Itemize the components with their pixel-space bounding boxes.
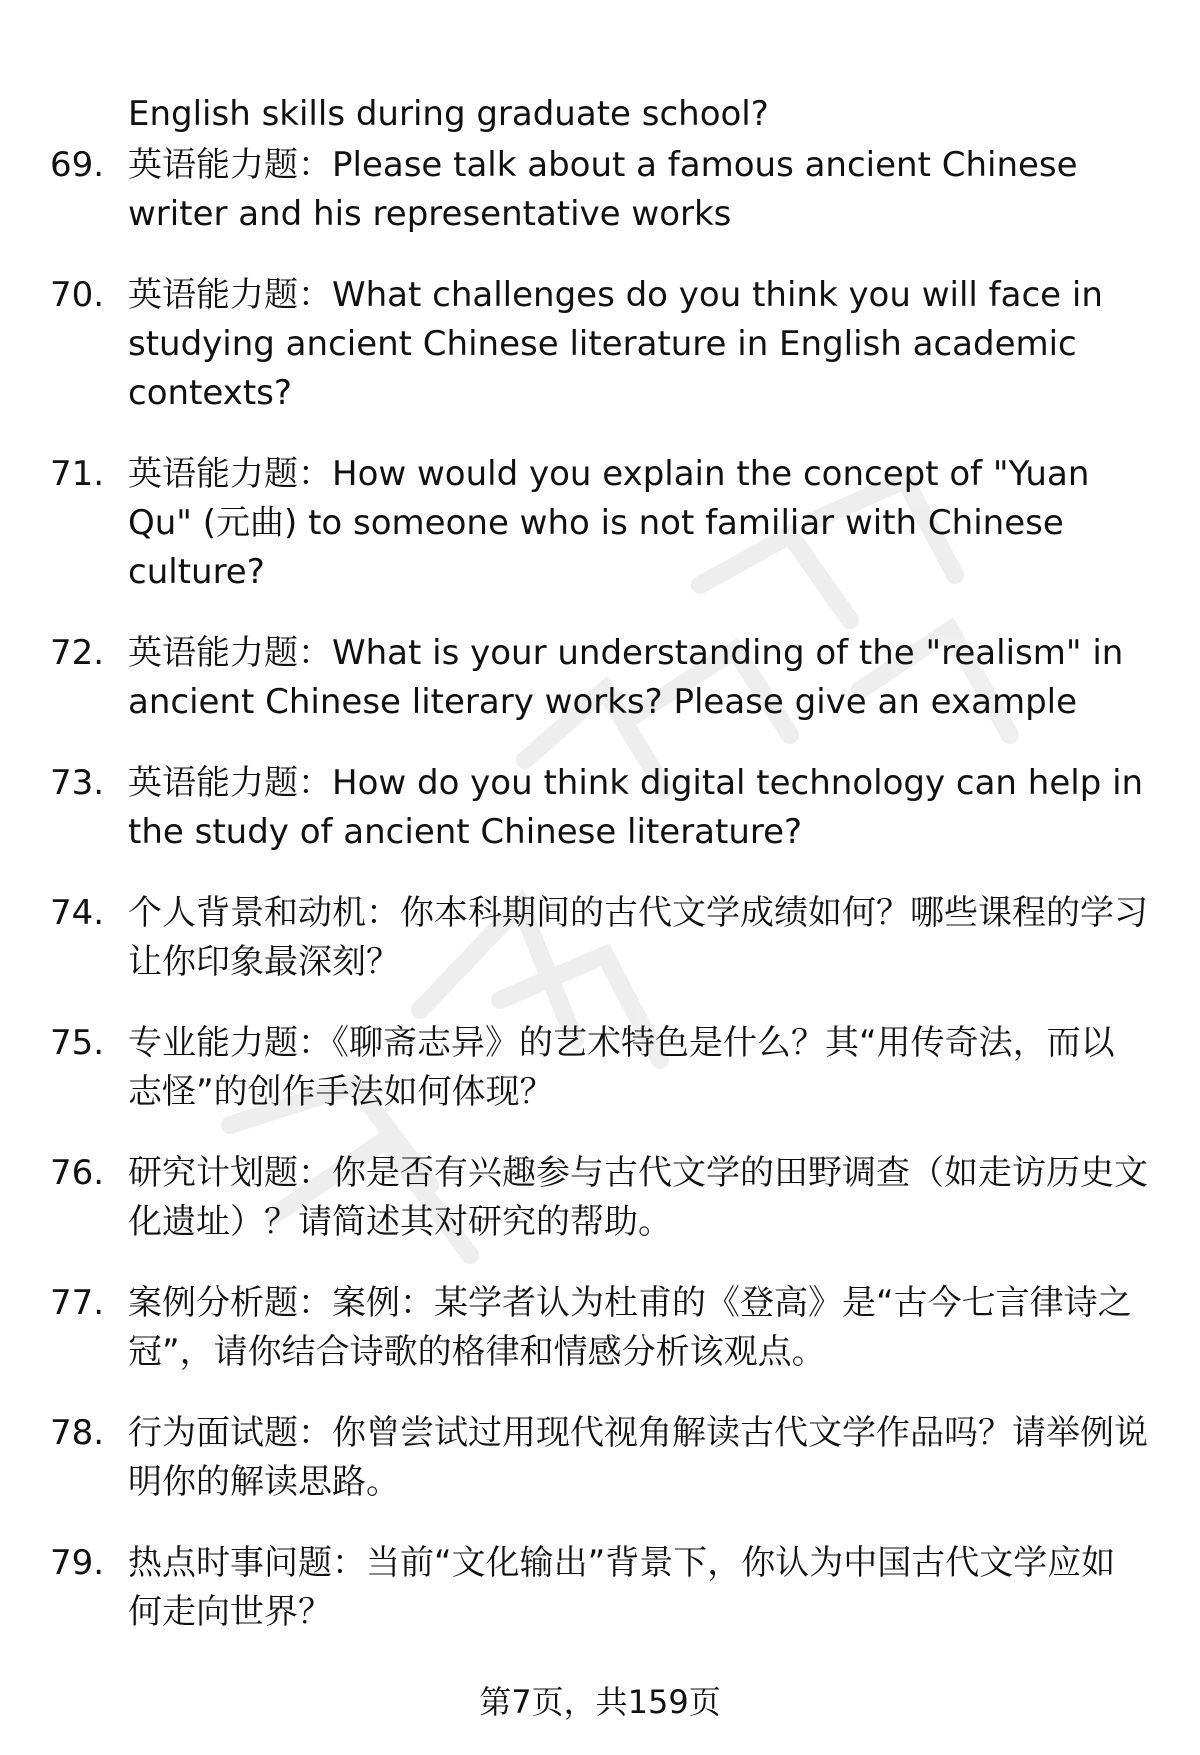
question-number: 71.: [50, 454, 105, 494]
question-text: 热点时事问题：当前“文化输出”背景下，你认为中国古代文学应如何走向世界？: [128, 1543, 1116, 1632]
question-number: 77.: [50, 1283, 105, 1323]
question-text: 个人背景和动机：你本科期间的古代文学成绩如何？哪些课程的学习让你印象最深刻？: [128, 893, 1148, 982]
question-item: [0, 141, 1200, 239]
interview-question-list: [0, 141, 1200, 1669]
question-item: [0, 450, 1200, 597]
question-number: 70.: [50, 275, 105, 315]
question-number: 79.: [50, 1543, 105, 1583]
question-item: [0, 889, 1200, 987]
question-text: 英语能力题：Please talk about a famous ancient Chinese writer and his representative works: [128, 145, 1078, 234]
question-number: 78.: [50, 1413, 105, 1453]
question-number: 69.: [50, 145, 105, 185]
question-item: [0, 1019, 1200, 1117]
question-text: 英语能力题：What challenges do you think you will face in studying ancient Chinese literature in English academic contexts?: [128, 275, 1103, 413]
previous-question-continuation: English skills during graduate school?: [128, 94, 769, 134]
question-item: [0, 1539, 1200, 1637]
question-text: 英语能力题：How do you think digital technology can help in the study of ancient Chinese literature?: [128, 763, 1144, 852]
question-number: 75.: [50, 1023, 105, 1063]
question-text: 研究计划题：你是否有兴趣参与古代文学的田野调查（如走访历史文化遗址）？请简述其对研究的帮助。: [128, 1153, 1148, 1242]
question-text: 专业能力题：《聊斋志异》的艺术特色是什么？其“用传奇法，而以志怪”的创作手法如何体现？: [128, 1023, 1115, 1112]
page-footer: 第7页，共159页: [479, 1683, 721, 1721]
question-item: [0, 629, 1200, 727]
question-item: [0, 759, 1200, 857]
question-number: 73.: [50, 763, 105, 803]
question-item: [0, 1279, 1200, 1377]
question-item: [0, 1149, 1200, 1247]
question-text: 英语能力题：What is your understanding of the "realism" in ancient Chinese literary works? Please give an example: [128, 633, 1124, 722]
question-number: 72.: [50, 633, 105, 673]
question-item: [0, 1409, 1200, 1507]
question-number: 74.: [50, 893, 105, 933]
question-text: 行为面试题：你曾尝试过用现代视角解读古代文学作品吗？请举例说明你的解读思路。: [128, 1413, 1148, 1502]
question-text: 英语能力题：How would you explain the concept of "Yuan Qu" (元曲) to someone who is not familiar with Chinese culture?: [128, 454, 1090, 592]
question-number: 76.: [50, 1153, 105, 1193]
question-text: 案例分析题：案例：某学者认为杜甫的《登高》是“古今七言律诗之冠”，请你结合诗歌的格律和情感分析该观点。: [128, 1283, 1132, 1372]
question-item: [0, 271, 1200, 418]
